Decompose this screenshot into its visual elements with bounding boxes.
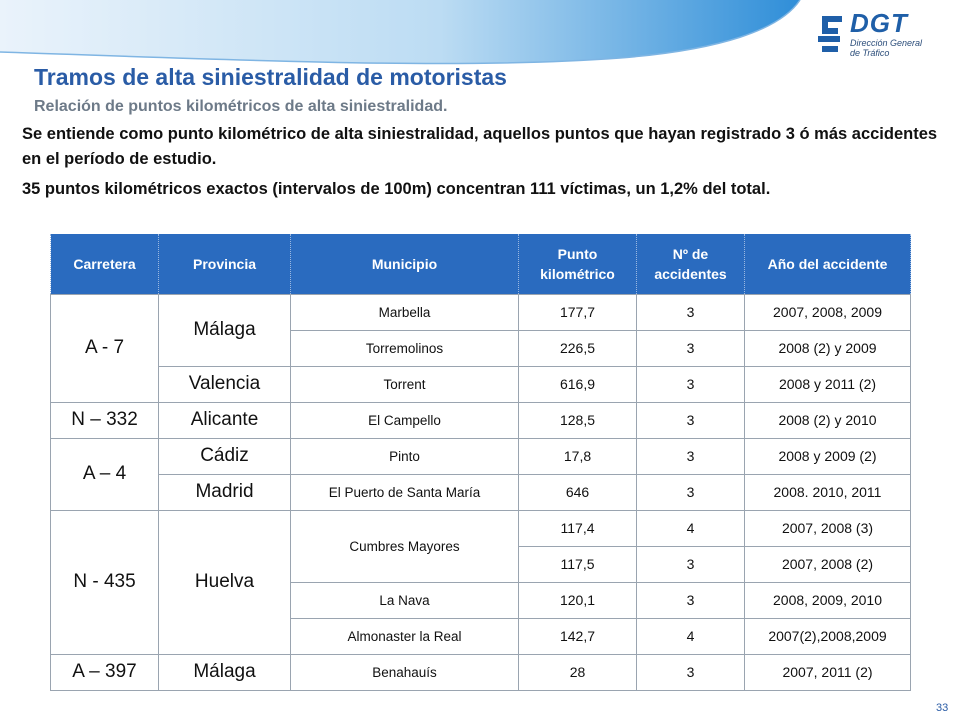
col-header-accidentes: Nº de accidentes [637, 234, 745, 294]
province-cell: Valencia [159, 366, 291, 402]
col-header-municipio: Municipio [291, 234, 519, 294]
pk-cell: 117,4 [519, 510, 637, 546]
pk-cell: 120,1 [519, 582, 637, 618]
road-cell: N - 435 [51, 510, 159, 654]
province-cell: Málaga [159, 654, 291, 690]
municipality-cell: El Campello [291, 402, 519, 438]
col-header-punto-km: Punto kilométrico [519, 234, 637, 294]
municipality-cell: La Nava [291, 582, 519, 618]
accidents-cell: 4 [637, 510, 745, 546]
year-cell: 2007, 2011 (2) [745, 654, 911, 690]
page-number: 33 [936, 702, 949, 714]
table-row [51, 366, 911, 402]
accidents-cell: 3 [637, 582, 745, 618]
year-cell: 2007(2),2008,2009 [745, 618, 911, 654]
pk-cell: 226,5 [519, 330, 637, 366]
table-row [51, 402, 911, 438]
definition-text: Se entiende como punto kilométrico de alta siniestralidad, aquellos puntos que hayan registrado 3 ó más accidentes en el período de estudio. [22, 125, 938, 168]
table-row [51, 438, 911, 474]
summary-text: 35 puntos kilométricos exactos (intervalos de 100m) concentran 111 víctimas, un 1,2% del total. [22, 180, 771, 198]
municipality-cell: Almonaster la Real [291, 618, 519, 654]
road-cell: A – 4 [51, 438, 159, 510]
pk-cell: 28 [519, 654, 637, 690]
year-cell: 2008 y 2011 (2) [745, 366, 911, 402]
municipality-cell: Torrent [291, 366, 519, 402]
col-header-anio: Año del accidente [745, 234, 911, 294]
table-header-row [51, 234, 911, 294]
logo-subtitle: Dirección General de Tráfico [850, 38, 923, 58]
page-title: Tramos de alta siniestralidad de motoristas [34, 64, 507, 90]
year-cell: 2007, 2008 (2) [745, 546, 911, 582]
accidents-cell: 3 [637, 474, 745, 510]
year-cell: 2008, 2009, 2010 [745, 582, 911, 618]
col-header-carretera: Carretera [51, 234, 159, 294]
accidents-cell: 3 [637, 294, 745, 330]
year-cell: 2008. 2010, 2011 [745, 474, 911, 510]
pk-cell: 142,7 [519, 618, 637, 654]
road-cell: N – 332 [51, 402, 159, 438]
pk-cell: 616,9 [519, 366, 637, 402]
year-cell: 2007, 2008 (3) [745, 510, 911, 546]
pk-cell: 177,7 [519, 294, 637, 330]
year-cell: 2008 y 2009 (2) [745, 438, 911, 474]
year-cell: 2007, 2008, 2009 [745, 294, 911, 330]
year-cell: 2008 (2) y 2009 [745, 330, 911, 366]
road-cell: A – 397 [51, 654, 159, 690]
municipality-cell: Marbella [291, 294, 519, 330]
accident-table [50, 234, 911, 691]
province-cell: Alicante [159, 402, 291, 438]
municipality-cell: El Puerto de Santa María [291, 474, 519, 510]
accidents-cell: 3 [637, 330, 745, 366]
pk-cell: 117,5 [519, 546, 637, 582]
pk-cell: 17,8 [519, 438, 637, 474]
pk-cell: 646 [519, 474, 637, 510]
province-cell: Huelva [159, 510, 291, 654]
accidents-cell: 3 [637, 546, 745, 582]
province-cell: Málaga [159, 294, 291, 366]
municipality-cell: Cumbres Mayores [291, 510, 519, 582]
municipality-cell: Torremolinos [291, 330, 519, 366]
year-cell: 2008 (2) y 2010 [745, 402, 911, 438]
accidents-cell: 4 [637, 618, 745, 654]
page-subtitle: Relación de puntos kilométricos de alta siniestralidad. [34, 98, 448, 115]
province-cell: Madrid [159, 474, 291, 510]
accidents-cell: 3 [637, 366, 745, 402]
logo-text: DGT [850, 8, 908, 38]
accidents-cell: 3 [637, 402, 745, 438]
table-row [51, 654, 911, 690]
pk-cell: 128,5 [519, 402, 637, 438]
municipality-cell: Benahauís [291, 654, 519, 690]
col-header-provincia: Provincia [159, 234, 291, 294]
accidents-cell: 3 [637, 438, 745, 474]
table-row [51, 294, 911, 330]
province-cell: Cádiz [159, 438, 291, 474]
table-row [51, 510, 911, 546]
accidents-cell: 3 [637, 654, 745, 690]
table-row [51, 474, 911, 510]
municipality-cell: Pinto [291, 438, 519, 474]
road-cell: A - 7 [51, 294, 159, 402]
